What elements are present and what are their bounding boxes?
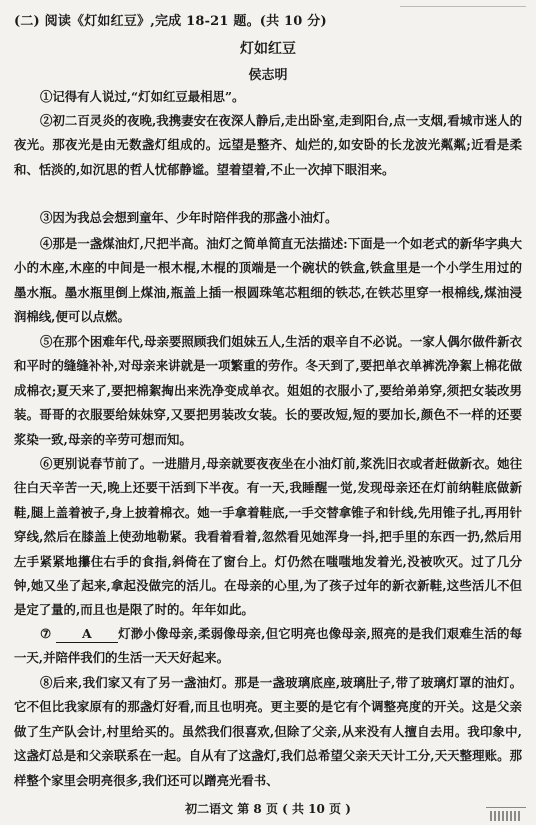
- paragraph-5: ⑤在那个困难年代,母亲要照顾我们姐妹五人,生活的艰辛自不必说。一家人偶尔做件新衣和平时的缝缝补补,对母亲来讲就是一项繁重的劳作。冬天到了,要把单衣单裤洗净絮上棉花做成棉衣;夏天来了,要把棉絮掏出来洗净变成单衣。姐姐的衣服小了,要给弟弟穿,须把女装改男装。哥哥的衣服要给妹妹穿,又要把男装改女装。长的要改短,短的要加长,颜色不一样的还要浆染一致,母亲的辛劳可想而知。: [14, 334, 522, 447]
- page-footer: 初二语文 第 8 页 ( 共 10 页 ): [185, 802, 351, 816]
- paragraph-7-number: ⑦: [40, 626, 52, 641]
- fill-in-blank-a[interactable]: A: [56, 626, 118, 643]
- paragraph-3: ③因为我总会想到童年、少年时陪伴我的那盏小油灯。: [40, 210, 338, 225]
- paragraph-1: ①记得有人说过,“灯如红豆最相思”。: [40, 89, 245, 104]
- section-title: (二) 阅读《灯如红豆》,完成 18-21 题。(共 10 分): [14, 14, 327, 29]
- paragraph-4: ④那是一盏煤油灯,尺把半高。油灯之简单简直无法描述:下面是一个如老式的新华字典大小的木座,木座的中间是一根木棍,木棍的顶端是一个碗状的铁盒,铁盒里是一个小学生用过的墨水瓶。墨水瓶里倒上煤油,瓶盖上插一根圆珠笔芯粗细的铁芯,在铁芯里穿一根棉线,煤油浸润棉线,便可以点燃。: [14, 236, 522, 325]
- paragraph-7-text: 灯渺小像母亲,柔弱像母亲,但它明亮也像母亲,照亮的是我们艰难生活的每一天,并陪伴我们的生活一天天好起来。: [14, 626, 522, 666]
- article-title: 灯如红豆: [240, 41, 296, 57]
- qr-code-mark: [486, 807, 526, 824]
- paragraph-6: ⑥更别说春节前了。一进腊月,母亲就要夜夜坐在小油灯前,浆洗旧衣或者赶做新衣。她往往白天辛苦一天,晚上还要干活到下半夜。有一天,我睡醒一觉,发现母亲还在灯前纳鞋底做新鞋,腿上盖着被子,身上披着棉衣。她一手拿着鞋底,一手交替拿锥子和针线,先用锥子扎,再用针穿线,然后在膝盖上使劲地勒紧。我看着看着,忽然看见她浑身一抖,把手里的东西一扔,然后用左手紧紧地攥住右手的食指,斜倚在了窗台上。灯仍然在嗤嗤地发着光,没被吹灭。过了几分钟,她又坐了起来,拿起没做完的活儿。在母亲的心里,为了孩子过年的新衣新鞋,这些活儿不但是定了量的,而且也是限了时的。年年如此。: [14, 456, 522, 618]
- paragraph-2: ②初二百灵炎的夜晚,我携妻安在夜深人静后,走出卧室,走到阳台,点一支烟,看城市迷人的夜光。那夜光是由无数盏灯组成的。远望是整齐、灿烂的,如安卧的长龙波光粼粼;近看是柔和、恬淡的,如沉思的哲人忧郁静谧。望着望着,不止一次掉下眼泪来。: [14, 113, 522, 177]
- faint-header-mark: [400, 6, 526, 29]
- qr-code-pattern: [490, 811, 520, 821]
- paragraph-7: [14, 622, 522, 671]
- article-author: 侯志明: [248, 68, 288, 83]
- paragraph-8: ⑧后来,我们家又有了另一盏油灯。那是一盏玻璃底座,玻璃肚子,带了玻璃灯罩的油灯。它不但比我家原有的那盏灯好看,而且也明亮。更主要的是它有个调整亮度的开关。这是父亲做了生产队会计,村里给买的。虽然我们很喜欢,但除了父亲,从来没有人擅自去用。我印象中,这盏灯总是和父亲联系在一起。自从有了这盏灯,我们总希望父亲天天计工分,天天整理账。那样整个家里会明亮很多,我们还可以蹭亮光看书、: [14, 675, 522, 788]
